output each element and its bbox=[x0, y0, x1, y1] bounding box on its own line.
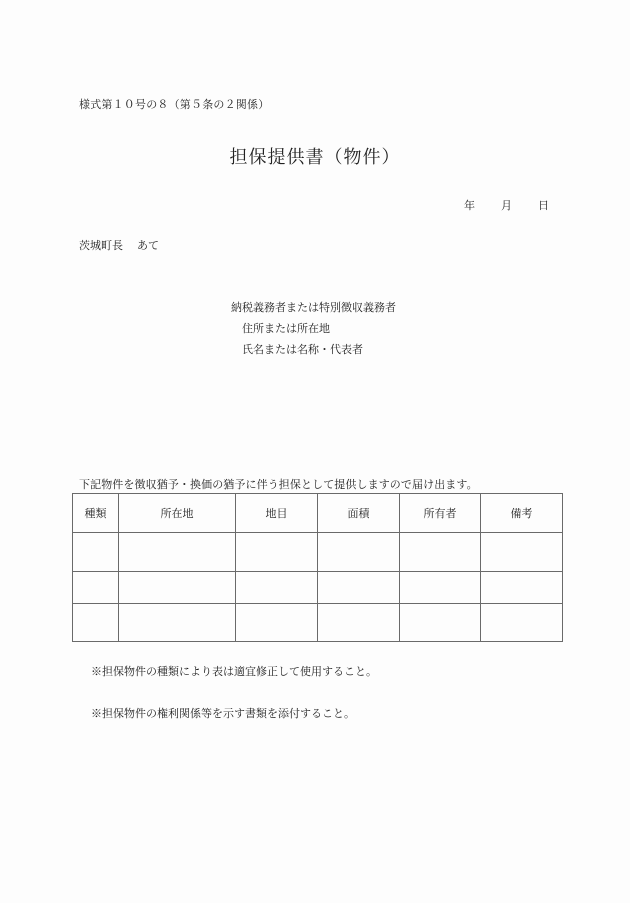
intro-text: 下記物件を徴収猶予・換価の猶予に伴う担保として提供しますので届け出ます。 bbox=[79, 478, 478, 491]
applicant-name-label: 氏名または名称・代表者 bbox=[242, 343, 363, 356]
column-header: 所有者 bbox=[400, 494, 481, 533]
table-cell bbox=[318, 604, 400, 642]
addressee-name: 茨城町長 bbox=[79, 239, 123, 252]
column-header: 種類 bbox=[73, 494, 119, 533]
applicant-role: 納税義務者または特別徴収義務者 bbox=[231, 301, 396, 314]
applicant-block bbox=[231, 297, 396, 360]
column-header: 所在地 bbox=[119, 494, 236, 533]
table-cell bbox=[481, 604, 563, 642]
table-cell bbox=[119, 604, 236, 642]
form-number: 様式第１０号の８（第５条の２関係） bbox=[79, 98, 270, 111]
table-cell bbox=[481, 572, 563, 604]
table-row bbox=[73, 572, 563, 604]
addressee bbox=[79, 237, 159, 253]
column-header: 面積 bbox=[318, 494, 400, 533]
table-cell bbox=[400, 604, 481, 642]
date-year-label: 年 bbox=[464, 199, 475, 212]
column-header: 備考 bbox=[481, 494, 563, 533]
note-1: ※担保物件の種類により表は適宜修正して使用すること。 bbox=[91, 665, 377, 678]
table-cell bbox=[236, 533, 318, 572]
date-line bbox=[464, 197, 549, 213]
table-cell bbox=[73, 572, 119, 604]
table-cell bbox=[236, 604, 318, 642]
note-2: ※担保物件の権利関係等を示す書類を添付すること。 bbox=[91, 707, 355, 720]
table-cell bbox=[73, 533, 119, 572]
table-cell bbox=[73, 604, 119, 642]
table-cell bbox=[318, 572, 400, 604]
addressee-suffix: あて bbox=[137, 239, 159, 252]
column-header: 地目 bbox=[236, 494, 318, 533]
table-cell bbox=[119, 533, 236, 572]
date-day-label: 日 bbox=[538, 199, 549, 212]
property-table bbox=[72, 493, 563, 642]
table-header-row bbox=[73, 494, 563, 533]
table-cell bbox=[400, 572, 481, 604]
date-month-label: 月 bbox=[501, 199, 512, 212]
applicant-address-label: 住所または所在地 bbox=[242, 322, 330, 335]
table-cell bbox=[481, 533, 563, 572]
table-cell bbox=[236, 572, 318, 604]
table-row bbox=[73, 604, 563, 642]
table-cell bbox=[400, 533, 481, 572]
page-title: 担保提供書（物件） bbox=[229, 147, 401, 168]
table-cell bbox=[119, 572, 236, 604]
table-row bbox=[73, 533, 563, 572]
table-cell bbox=[318, 533, 400, 572]
